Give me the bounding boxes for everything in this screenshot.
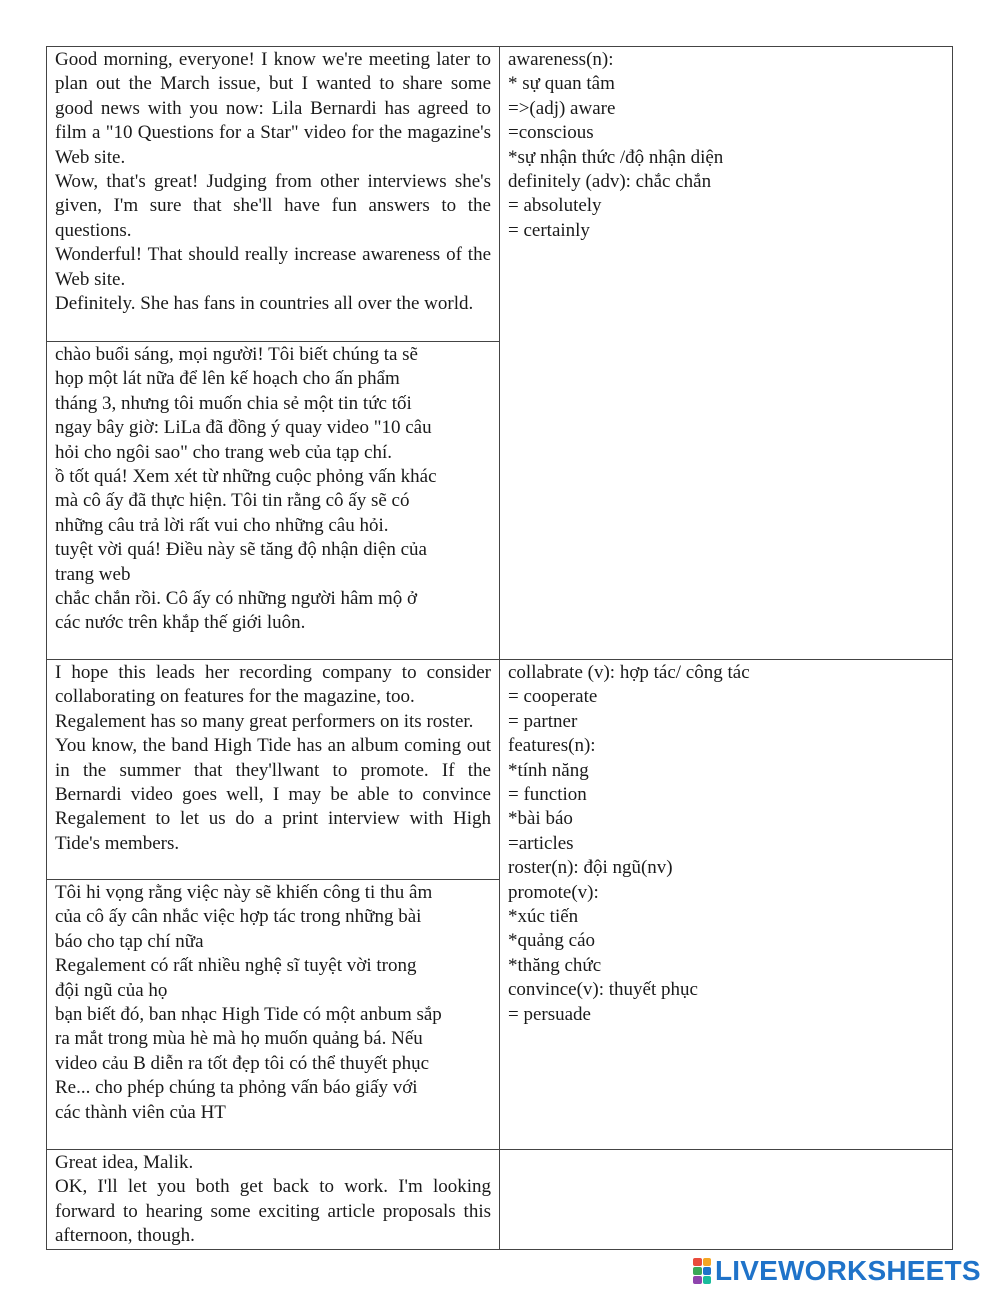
english-cell — [47, 660, 500, 880]
vietnamese-line: các thành viên của HT — [55, 1101, 226, 1123]
liveworksheets-logo[interactable] — [693, 1256, 981, 1286]
note-line: promote(v): — [508, 881, 599, 903]
english-paragraph: I hope this leads her recording company to consider collaborating on features for the magazine, too. — [55, 662, 491, 708]
note-line: = function — [508, 784, 587, 806]
vietnamese-line: đội ngũ của họ — [55, 979, 168, 1001]
vietnamese-line: báo cho tạp chí nữa — [55, 930, 204, 952]
english-paragraph: You know, the band High Tide has an album coming out in the summer that they'llwant to promote. If the Bernardi video goes well, I may be able to convince Regalement to let us do a print interview with High Tide's members. — [55, 735, 491, 854]
vocabulary-notes-cell-empty — [500, 1150, 953, 1250]
vietnamese-line: trang web — [55, 563, 131, 585]
table-row — [47, 1150, 953, 1250]
english-cell — [47, 47, 500, 342]
note-line: *sự nhận thức /độ nhận diện — [508, 146, 724, 168]
english-paragraph: OK, I'll let you both get back to work. I'm looking forward to hearing some exciting article proposals this afternoon, though. — [55, 1176, 491, 1247]
english-paragraph: Great idea, Malik. — [55, 1152, 194, 1173]
note-line: *xúc tiến — [508, 906, 579, 928]
vietnamese-line: Regalement có rất nhiều nghệ sĩ tuyệt vời trong — [55, 955, 417, 977]
english-paragraph: Wow, that's great! Judging from other interviews she's given, I'm sure that she'll have fun answers to the questions. — [55, 171, 491, 241]
note-line: = certainly — [508, 219, 590, 241]
note-line: roster(n): đội ngũ(nv) — [508, 857, 673, 879]
vietnamese-line: tháng 3, nhưng tôi muốn chia sẻ một tin tức tối — [55, 392, 412, 414]
english-cell — [47, 1150, 500, 1250]
vietnamese-cell — [47, 880, 500, 1150]
note-line: = absolutely — [508, 195, 602, 217]
vietnamese-line: mà cô ấy đã thực hiện. Tôi tin rằng cô ấy sẽ có — [55, 490, 410, 512]
vietnamese-line: hỏi cho ngôi sao" cho trang web của tạp chí. — [55, 441, 392, 463]
english-paragraph: Regalement has so many great performers on its roster. — [55, 710, 474, 732]
liveworksheets-logo-icon — [693, 1258, 711, 1284]
note-line: features(n): — [508, 735, 596, 757]
vietnamese-line: ngay bây giờ: LiLa đã đồng ý quay video "10 câu — [55, 417, 432, 439]
english-paragraph: Good morning, everyone! I know we're meeting later to plan out the March issue, but I wanted to share some good news with you now: Lila Bernardi has agreed to film a "10 Questions for a Star" video for the magazine's Web site. — [55, 49, 491, 168]
note-line: =articles — [508, 832, 574, 854]
english-paragraph: Definitely. She has fans in countries all over the world. — [55, 293, 474, 315]
note-line: =conscious — [508, 122, 594, 144]
note-line: =>(adj) aware — [508, 97, 616, 119]
vietnamese-line: họp một lát nữa để lên kế hoạch cho ấn phẩm — [55, 368, 400, 390]
vietnamese-line: của cô ấy cân nhắc việc hợp tác trong những bài — [55, 906, 422, 928]
note-line: = cooperate — [508, 686, 598, 708]
liveworksheets-wordmark: LIVEWORKSHEETS — [715, 1255, 981, 1286]
english-paragraph: Wonderful! That should really increase awareness of the Web site. — [55, 244, 491, 290]
note-line: *quảng cáo — [508, 930, 596, 952]
vietnamese-line: ồ tốt quá! Xem xét từ những cuộc phỏng vấn khác — [55, 466, 437, 488]
vietnamese-line: tuyệt vời quá! Điều này sẽ tăng độ nhận diện của — [55, 539, 427, 561]
vietnamese-line: các nước trên khắp thế giới luôn. — [55, 612, 306, 634]
note-line: *thăng chức — [508, 954, 602, 976]
vietnamese-line: Tôi hi vọng rằng việc này sẽ khiến công ti thu âm — [55, 882, 433, 903]
vocabulary-notes-cell — [500, 660, 953, 1150]
vietnamese-cell — [47, 342, 500, 660]
note-line: = partner — [508, 710, 578, 732]
vietnamese-line: những câu trả lời rất vui cho những câu hỏi. — [55, 514, 389, 536]
vocabulary-notes-cell — [500, 47, 953, 660]
note-line: convince(v): thuyết phục — [508, 979, 698, 1001]
note-line: *bài báo — [508, 808, 573, 830]
note-line: awareness(n): — [508, 49, 614, 70]
note-line: * sự quan tâm — [508, 73, 615, 95]
vietnamese-line: video cảu B diễn ra tốt đẹp tôi có thể thuyết phục — [55, 1052, 430, 1074]
vietnamese-line: chào buổi sáng, mọi người! Tôi biết chúng ta sẽ — [55, 344, 418, 365]
vietnamese-line: Re... cho phép chúng ta phỏng vấn báo giấy với — [55, 1077, 418, 1099]
note-line: *tính năng — [508, 759, 589, 781]
note-line: = persuade — [508, 1003, 591, 1025]
table-row — [47, 660, 953, 880]
note-line: collabrate (v): hợp tác/ công tác — [508, 662, 750, 683]
worksheet-table — [46, 46, 953, 1250]
table-row — [47, 47, 953, 342]
vietnamese-line: ra mắt trong mùa hè mà họ muốn quảng bá. Nếu — [55, 1028, 423, 1050]
note-line: definitely (adv): chắc chắn — [508, 171, 712, 193]
vietnamese-line: bạn biết đó, ban nhạc High Tide có một anbum sắp — [55, 1004, 442, 1026]
vietnamese-line: chắc chắn rồi. Cô ấy có những người hâm mộ ở — [55, 588, 418, 610]
